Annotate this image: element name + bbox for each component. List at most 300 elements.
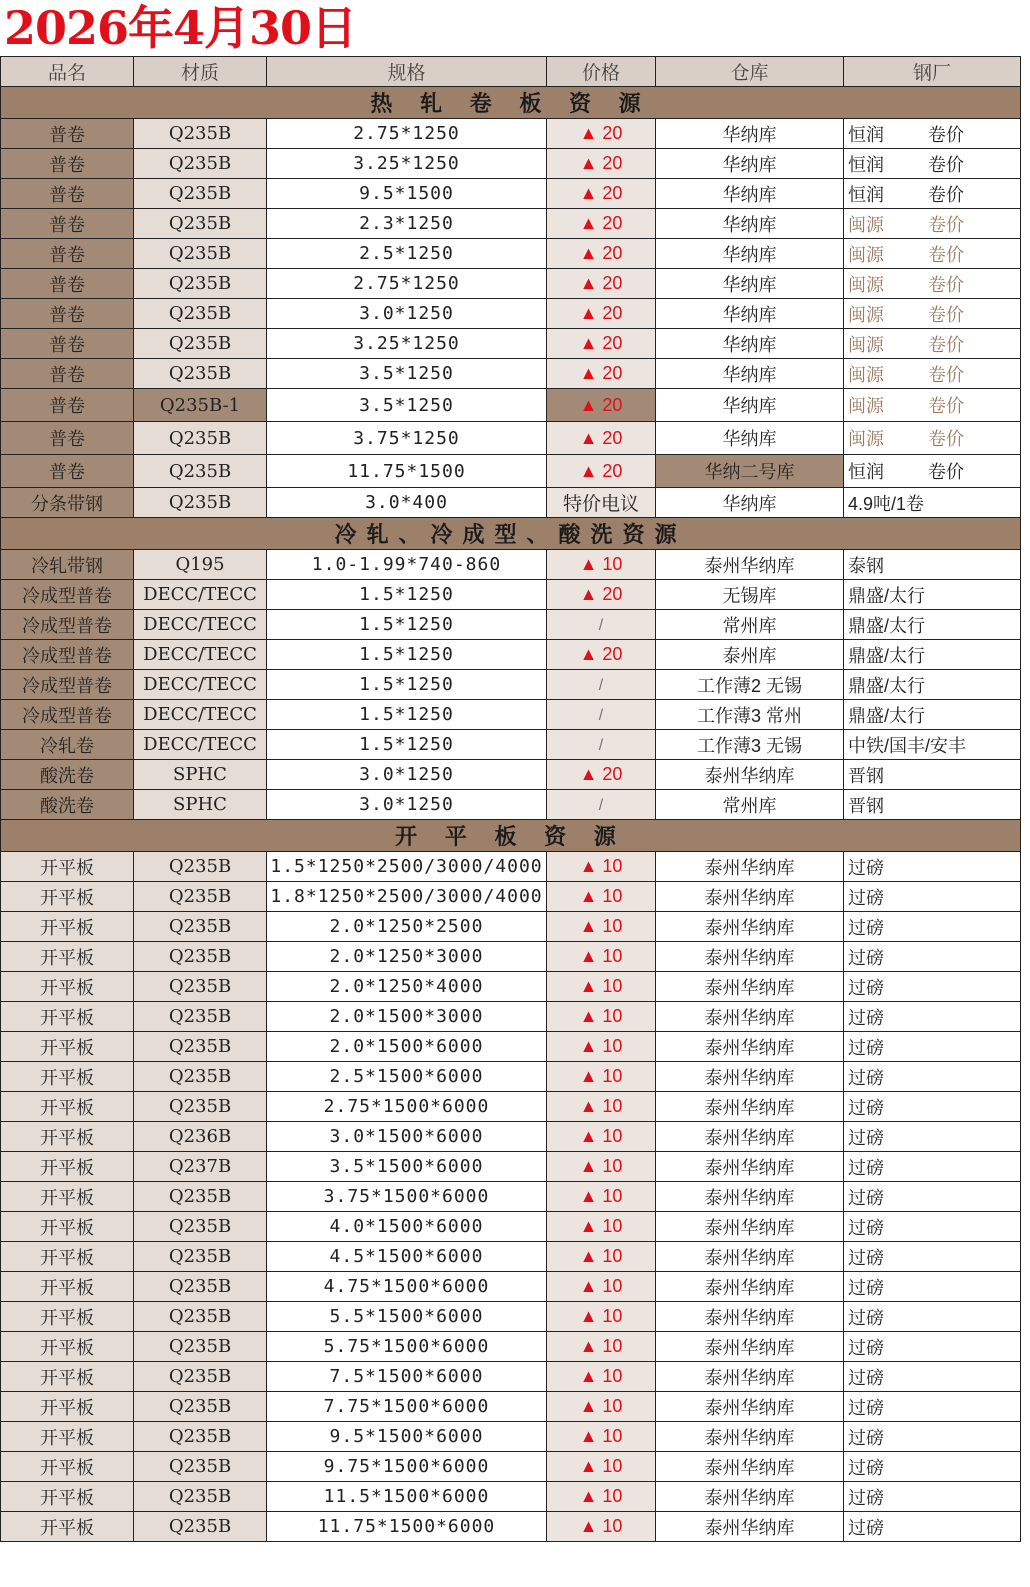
product-name-cell: 开平板 bbox=[1, 852, 134, 882]
product-name-cell: 开平板 bbox=[1, 1392, 134, 1422]
price-cell bbox=[547, 640, 656, 670]
material-cell: Q235B bbox=[134, 852, 267, 882]
table-row bbox=[1, 1062, 1021, 1092]
mill-cell bbox=[844, 882, 1021, 912]
mill-name: 过磅 bbox=[848, 1037, 884, 1058]
price-cell bbox=[547, 1272, 656, 1302]
material-cell: Q236B bbox=[134, 1122, 267, 1152]
price-value: ▲ 10 bbox=[579, 554, 623, 574]
price-note: 卷价 bbox=[928, 244, 964, 265]
product-name-cell: 普卷 bbox=[1, 179, 134, 209]
material-cell: Q235B bbox=[134, 882, 267, 912]
warehouse-cell: 泰州华纳库 bbox=[656, 1362, 844, 1392]
price-value: ▲ 20 bbox=[579, 183, 623, 203]
mill-cell bbox=[844, 389, 1021, 422]
warehouse-cell: 泰州华纳库 bbox=[656, 1032, 844, 1062]
mill-name: 晋钢 bbox=[848, 795, 884, 816]
warehouse-cell: 华纳库 bbox=[656, 179, 844, 209]
material-cell: Q235B bbox=[134, 422, 267, 455]
price-cell bbox=[547, 1302, 656, 1332]
mill-name: 闽源 bbox=[848, 304, 884, 325]
spec-cell: 1.8*1250*2500/3000/4000 bbox=[267, 882, 547, 912]
price-value: ▲ 20 bbox=[579, 363, 623, 383]
mill-cell bbox=[844, 670, 1021, 700]
price-cell bbox=[547, 422, 656, 455]
warehouse-cell: 工作薄3 常州 bbox=[656, 700, 844, 730]
material-cell: Q235B bbox=[134, 149, 267, 179]
table-row bbox=[1, 1272, 1021, 1302]
warehouse-cell: 无锡库 bbox=[656, 580, 844, 610]
mill-cell bbox=[844, 239, 1021, 269]
material-cell: Q235B bbox=[134, 1032, 267, 1062]
price-note: 卷价 bbox=[928, 364, 964, 385]
table-row bbox=[1, 329, 1021, 359]
table-row bbox=[1, 179, 1021, 209]
spec-cell: 7.5*1500*6000 bbox=[267, 1362, 547, 1392]
material-cell: Q235B bbox=[134, 1422, 267, 1452]
table-row bbox=[1, 760, 1021, 790]
section-title: 开 平 板 资 源 bbox=[1, 820, 1021, 852]
spec-cell: 11.5*1500*6000 bbox=[267, 1482, 547, 1512]
header-name: 品名 bbox=[1, 57, 134, 87]
material-cell: Q235B bbox=[134, 1182, 267, 1212]
table-row bbox=[1, 359, 1021, 389]
price-cell bbox=[547, 1332, 656, 1362]
mill-cell bbox=[844, 730, 1021, 760]
warehouse-cell: 泰州华纳库 bbox=[656, 1242, 844, 1272]
price-cell bbox=[547, 1452, 656, 1482]
mill-cell bbox=[844, 1152, 1021, 1182]
mill-cell bbox=[844, 1242, 1021, 1272]
mill-name: 过磅 bbox=[848, 947, 884, 968]
table-row bbox=[1, 1512, 1021, 1542]
table-row bbox=[1, 882, 1021, 912]
warehouse-cell: 工作薄3 无锡 bbox=[656, 730, 844, 760]
product-name-cell: 开平板 bbox=[1, 1482, 134, 1512]
price-cell bbox=[547, 389, 656, 422]
product-name-cell: 开平板 bbox=[1, 1152, 134, 1182]
spec-cell: 2.0*1500*3000 bbox=[267, 1002, 547, 1032]
warehouse-cell: 华纳库 bbox=[656, 488, 844, 518]
price-value: ▲ 10 bbox=[579, 1306, 623, 1326]
price-cell bbox=[547, 852, 656, 882]
spec-cell: 4.75*1500*6000 bbox=[267, 1272, 547, 1302]
price-cell bbox=[547, 1242, 656, 1272]
mill-name: 闽源 bbox=[848, 396, 884, 416]
spec-cell: 3.5*1250 bbox=[267, 359, 547, 389]
product-name-cell: 冷轧卷 bbox=[1, 730, 134, 760]
table-row bbox=[1, 239, 1021, 269]
product-name-cell: 开平板 bbox=[1, 1002, 134, 1032]
price-cell bbox=[547, 1002, 656, 1032]
spec-cell: 2.0*1250*2500 bbox=[267, 912, 547, 942]
price-value: ▲ 20 bbox=[579, 123, 623, 143]
header-price: 价格 bbox=[547, 57, 656, 87]
material-cell: Q235B bbox=[134, 269, 267, 299]
product-name-cell: 普卷 bbox=[1, 329, 134, 359]
mill-name: 过磅 bbox=[848, 1097, 884, 1118]
spec-cell: 2.75*1250 bbox=[267, 269, 547, 299]
price-cell bbox=[547, 1482, 656, 1512]
price-value: ▲ 10 bbox=[579, 1126, 623, 1146]
product-name-cell: 普卷 bbox=[1, 209, 134, 239]
table-row bbox=[1, 700, 1021, 730]
price-cell bbox=[547, 179, 656, 209]
warehouse-cell: 泰州华纳库 bbox=[656, 1062, 844, 1092]
product-name-cell: 分条带钢 bbox=[1, 488, 134, 518]
material-cell: Q235B bbox=[134, 329, 267, 359]
spec-cell: 1.5*1250*2500/3000/4000 bbox=[267, 852, 547, 882]
table-row bbox=[1, 610, 1021, 640]
material-cell: DECC/TECC bbox=[134, 580, 267, 610]
spec-cell: 3.0*400 bbox=[267, 488, 547, 518]
table-row bbox=[1, 209, 1021, 239]
warehouse-cell: 华纳库 bbox=[656, 329, 844, 359]
price-cell bbox=[547, 972, 656, 1002]
spec-cell: 11.75*1500*6000 bbox=[267, 1512, 547, 1542]
spec-cell: 1.5*1250 bbox=[267, 730, 547, 760]
price-cell bbox=[547, 269, 656, 299]
product-name-cell: 开平板 bbox=[1, 1422, 134, 1452]
material-cell: DECC/TECC bbox=[134, 730, 267, 760]
product-name-cell: 普卷 bbox=[1, 299, 134, 329]
mill-cell bbox=[844, 1062, 1021, 1092]
table-row bbox=[1, 1302, 1021, 1332]
mill-cell bbox=[844, 422, 1021, 455]
spec-cell: 2.75*1500*6000 bbox=[267, 1092, 547, 1122]
spec-cell: 3.75*1500*6000 bbox=[267, 1182, 547, 1212]
product-name-cell: 普卷 bbox=[1, 239, 134, 269]
warehouse-cell: 泰州华纳库 bbox=[656, 852, 844, 882]
material-cell: Q235B bbox=[134, 179, 267, 209]
product-name-cell: 普卷 bbox=[1, 359, 134, 389]
table-row bbox=[1, 852, 1021, 882]
price-note: 卷价 bbox=[928, 184, 964, 205]
price-value: ▲ 20 bbox=[579, 394, 623, 415]
product-name-cell: 开平板 bbox=[1, 972, 134, 1002]
material-cell: Q235B bbox=[134, 119, 267, 149]
price-cell bbox=[547, 299, 656, 329]
material-cell: Q235B bbox=[134, 239, 267, 269]
material-cell: DECC/TECC bbox=[134, 610, 267, 640]
warehouse-cell: 华纳库 bbox=[656, 149, 844, 179]
table-row bbox=[1, 1002, 1021, 1032]
section-header-row bbox=[1, 820, 1021, 852]
mill-name: 恒润 bbox=[848, 462, 884, 482]
mill-name: 过磅 bbox=[848, 1427, 884, 1448]
warehouse-cell: 泰州华纳库 bbox=[656, 1272, 844, 1302]
warehouse-cell: 泰州华纳库 bbox=[656, 1002, 844, 1032]
mill-cell bbox=[844, 852, 1021, 882]
price-cell bbox=[547, 455, 656, 488]
mill-cell bbox=[844, 1452, 1021, 1482]
spec-cell: 3.0*1250 bbox=[267, 790, 547, 820]
price-cell bbox=[547, 359, 656, 389]
mill-cell bbox=[844, 550, 1021, 580]
mill-cell bbox=[844, 209, 1021, 239]
mill-cell bbox=[844, 610, 1021, 640]
price-value: / bbox=[598, 707, 604, 724]
price-cell bbox=[547, 1092, 656, 1122]
table-row bbox=[1, 269, 1021, 299]
mill-cell bbox=[844, 972, 1021, 1002]
warehouse-cell: 泰州华纳库 bbox=[656, 972, 844, 1002]
mill-cell bbox=[844, 640, 1021, 670]
price-cell bbox=[547, 580, 656, 610]
material-cell: Q235B bbox=[134, 942, 267, 972]
table-row bbox=[1, 1392, 1021, 1422]
spec-cell: 1.5*1250 bbox=[267, 700, 547, 730]
price-value: ▲ 20 bbox=[579, 303, 623, 323]
price-value: ▲ 20 bbox=[579, 427, 623, 448]
price-note: 卷价 bbox=[928, 396, 964, 416]
mill-name: 闽源 bbox=[848, 364, 884, 385]
table-row bbox=[1, 488, 1021, 518]
warehouse-cell: 华纳二号库 bbox=[656, 455, 844, 488]
material-cell: Q235B bbox=[134, 359, 267, 389]
mill-name: 过磅 bbox=[848, 1367, 884, 1388]
product-name-cell: 普卷 bbox=[1, 422, 134, 455]
material-cell: DECC/TECC bbox=[134, 670, 267, 700]
table-row bbox=[1, 1182, 1021, 1212]
product-name-cell: 冷轧带钢 bbox=[1, 550, 134, 580]
mill-name: 闽源 bbox=[848, 214, 884, 235]
material-cell: Q235B bbox=[134, 299, 267, 329]
warehouse-cell: 华纳库 bbox=[656, 359, 844, 389]
mill-cell bbox=[844, 1392, 1021, 1422]
table-row bbox=[1, 912, 1021, 942]
price-value: ▲ 10 bbox=[579, 1036, 623, 1056]
table-row bbox=[1, 942, 1021, 972]
product-name-cell: 开平板 bbox=[1, 942, 134, 972]
material-cell: Q235B bbox=[134, 1452, 267, 1482]
table-row bbox=[1, 1332, 1021, 1362]
mill-cell bbox=[844, 269, 1021, 299]
table-row bbox=[1, 422, 1021, 455]
price-value: ▲ 20 bbox=[579, 273, 623, 293]
product-name-cell: 开平板 bbox=[1, 1362, 134, 1392]
price-value: ▲ 10 bbox=[579, 1006, 623, 1026]
product-name-cell: 开平板 bbox=[1, 1332, 134, 1362]
header-material: 材质 bbox=[134, 57, 267, 87]
mill-cell bbox=[844, 760, 1021, 790]
price-cell bbox=[547, 790, 656, 820]
price-value: ▲ 10 bbox=[579, 1456, 623, 1476]
mill-cell bbox=[844, 942, 1021, 972]
price-cell bbox=[547, 700, 656, 730]
product-name-cell: 酸洗卷 bbox=[1, 760, 134, 790]
mill-name: 恒润 bbox=[848, 184, 884, 205]
spec-cell: 9.75*1500*6000 bbox=[267, 1452, 547, 1482]
table-row bbox=[1, 1122, 1021, 1152]
price-cell bbox=[547, 1122, 656, 1152]
warehouse-cell: 华纳库 bbox=[656, 389, 844, 422]
product-name-cell: 普卷 bbox=[1, 455, 134, 488]
spec-cell: 11.75*1500 bbox=[267, 455, 547, 488]
warehouse-cell: 华纳库 bbox=[656, 299, 844, 329]
warehouse-cell: 华纳库 bbox=[656, 269, 844, 299]
mill-name: 过磅 bbox=[848, 1247, 884, 1268]
price-note: 卷价 bbox=[928, 274, 964, 295]
mill-name: 过磅 bbox=[848, 1487, 884, 1508]
product-name-cell: 普卷 bbox=[1, 269, 134, 299]
price-cell bbox=[547, 1152, 656, 1182]
spec-cell: 2.0*1500*6000 bbox=[267, 1032, 547, 1062]
mill-cell bbox=[844, 179, 1021, 209]
material-cell: SPHC bbox=[134, 790, 267, 820]
table-row bbox=[1, 1362, 1021, 1392]
price-cell bbox=[547, 329, 656, 359]
warehouse-cell: 泰州华纳库 bbox=[656, 912, 844, 942]
spec-cell: 1.0-1.99*740-860 bbox=[267, 550, 547, 580]
price-value: ▲ 10 bbox=[579, 916, 623, 936]
product-name-cell: 开平板 bbox=[1, 1182, 134, 1212]
spec-cell: 5.75*1500*6000 bbox=[267, 1332, 547, 1362]
price-value: ▲ 20 bbox=[579, 764, 623, 784]
mill-cell bbox=[844, 580, 1021, 610]
mill-cell bbox=[844, 1092, 1021, 1122]
product-name-cell: 开平板 bbox=[1, 1272, 134, 1302]
mill-name: 恒润 bbox=[848, 154, 884, 175]
material-cell: Q235B bbox=[134, 1392, 267, 1422]
spec-cell: 3.25*1250 bbox=[267, 329, 547, 359]
mill-name: 过磅 bbox=[848, 1457, 884, 1478]
mill-name: 过磅 bbox=[848, 857, 884, 878]
price-cell bbox=[547, 882, 656, 912]
table-row bbox=[1, 670, 1021, 700]
price-value: ▲ 10 bbox=[579, 946, 623, 966]
header-mill: 钢厂 bbox=[844, 57, 1021, 87]
mill-name: 晋钢 bbox=[848, 765, 884, 786]
price-value: ▲ 10 bbox=[579, 1156, 623, 1176]
material-cell: Q235B-1 bbox=[134, 389, 267, 422]
material-cell: Q235B bbox=[134, 972, 267, 1002]
spec-cell: 7.75*1500*6000 bbox=[267, 1392, 547, 1422]
mill-name: 4.9吨/1卷 bbox=[848, 493, 925, 514]
mill-cell bbox=[844, 488, 1021, 518]
mill-name: 过磅 bbox=[848, 917, 884, 938]
mill-cell bbox=[844, 912, 1021, 942]
price-cell bbox=[547, 1212, 656, 1242]
warehouse-cell: 华纳库 bbox=[656, 209, 844, 239]
price-value: ▲ 10 bbox=[579, 1486, 623, 1506]
price-note: 卷价 bbox=[928, 462, 964, 482]
price-value: ▲ 10 bbox=[579, 1246, 623, 1266]
price-cell bbox=[547, 239, 656, 269]
spec-cell: 3.0*1250 bbox=[267, 299, 547, 329]
product-name-cell: 酸洗卷 bbox=[1, 790, 134, 820]
mill-cell bbox=[844, 149, 1021, 179]
price-cell bbox=[547, 209, 656, 239]
product-name-cell: 普卷 bbox=[1, 149, 134, 179]
price-value: ▲ 10 bbox=[579, 856, 623, 876]
price-cell bbox=[547, 1062, 656, 1092]
warehouse-cell: 泰州华纳库 bbox=[656, 882, 844, 912]
spec-cell: 3.0*1500*6000 bbox=[267, 1122, 547, 1152]
price-value: ▲ 10 bbox=[579, 1366, 623, 1386]
table-row bbox=[1, 1422, 1021, 1452]
product-name-cell: 开平板 bbox=[1, 1122, 134, 1152]
table-row bbox=[1, 1212, 1021, 1242]
price-cell bbox=[547, 670, 656, 700]
section-title: 热 轧 卷 板 资 源 bbox=[1, 87, 1021, 119]
material-cell: Q235B bbox=[134, 1482, 267, 1512]
material-cell: DECC/TECC bbox=[134, 640, 267, 670]
warehouse-cell: 泰州华纳库 bbox=[656, 1332, 844, 1362]
spec-cell: 1.5*1250 bbox=[267, 670, 547, 700]
mill-name: 鼎盛/太行 bbox=[848, 705, 926, 726]
price-note: 卷价 bbox=[928, 214, 964, 235]
product-name-cell: 开平板 bbox=[1, 1242, 134, 1272]
price-value: ▲ 10 bbox=[579, 1396, 623, 1416]
price-cell bbox=[547, 1182, 656, 1212]
mill-cell bbox=[844, 1362, 1021, 1392]
price-value: ▲ 20 bbox=[579, 644, 623, 664]
material-cell: Q235B bbox=[134, 1272, 267, 1302]
price-value: 特价电议 bbox=[562, 494, 639, 515]
section-header-row bbox=[1, 87, 1021, 119]
price-value: ▲ 10 bbox=[579, 1096, 623, 1116]
warehouse-cell: 泰州华纳库 bbox=[656, 1092, 844, 1122]
mill-name: 闽源 bbox=[848, 244, 884, 265]
warehouse-cell: 华纳库 bbox=[656, 422, 844, 455]
material-cell: Q235B bbox=[134, 1062, 267, 1092]
spec-cell: 2.0*1250*3000 bbox=[267, 942, 547, 972]
table-row bbox=[1, 1482, 1021, 1512]
warehouse-cell: 泰州华纳库 bbox=[656, 1422, 844, 1452]
warehouse-cell: 泰州库 bbox=[656, 640, 844, 670]
price-value: ▲ 10 bbox=[579, 976, 623, 996]
mill-cell bbox=[844, 1122, 1021, 1152]
table-row bbox=[1, 299, 1021, 329]
price-cell bbox=[547, 149, 656, 179]
spec-cell: 3.5*1500*6000 bbox=[267, 1152, 547, 1182]
material-cell: Q235B bbox=[134, 209, 267, 239]
product-name-cell: 开平板 bbox=[1, 1212, 134, 1242]
mill-name: 鼎盛/太行 bbox=[848, 675, 926, 696]
section-title: 冷轧、冷成型、酸洗资源 bbox=[1, 518, 1021, 550]
mill-cell bbox=[844, 1002, 1021, 1032]
price-value: ▲ 10 bbox=[579, 1426, 623, 1446]
mill-name: 鼎盛/太行 bbox=[848, 615, 926, 636]
material-cell: DECC/TECC bbox=[134, 700, 267, 730]
price-note: 卷价 bbox=[928, 334, 964, 355]
mill-name: 过磅 bbox=[848, 977, 884, 998]
warehouse-cell: 泰州华纳库 bbox=[656, 1152, 844, 1182]
spec-cell: 3.25*1250 bbox=[267, 149, 547, 179]
warehouse-cell: 泰州华纳库 bbox=[656, 760, 844, 790]
price-value: ▲ 10 bbox=[579, 1186, 623, 1206]
page-title: 2026年4月30日 bbox=[4, 1, 357, 55]
table-row bbox=[1, 580, 1021, 610]
spec-cell: 9.5*1500*6000 bbox=[267, 1422, 547, 1452]
mill-cell bbox=[844, 455, 1021, 488]
mill-name: 过磅 bbox=[848, 887, 884, 908]
spec-cell: 2.5*1250 bbox=[267, 239, 547, 269]
warehouse-cell: 泰州华纳库 bbox=[656, 1392, 844, 1422]
table-row bbox=[1, 790, 1021, 820]
price-cell bbox=[547, 488, 656, 518]
spec-cell: 2.75*1250 bbox=[267, 119, 547, 149]
spec-cell: 2.5*1500*6000 bbox=[267, 1062, 547, 1092]
header-spec: 规格 bbox=[267, 57, 547, 87]
table-row bbox=[1, 1092, 1021, 1122]
spec-cell: 3.5*1250 bbox=[267, 389, 547, 422]
material-cell: Q235B bbox=[134, 1002, 267, 1032]
header-warehouse: 仓库 bbox=[656, 57, 844, 87]
table-row bbox=[1, 730, 1021, 760]
spec-cell: 3.75*1250 bbox=[267, 422, 547, 455]
